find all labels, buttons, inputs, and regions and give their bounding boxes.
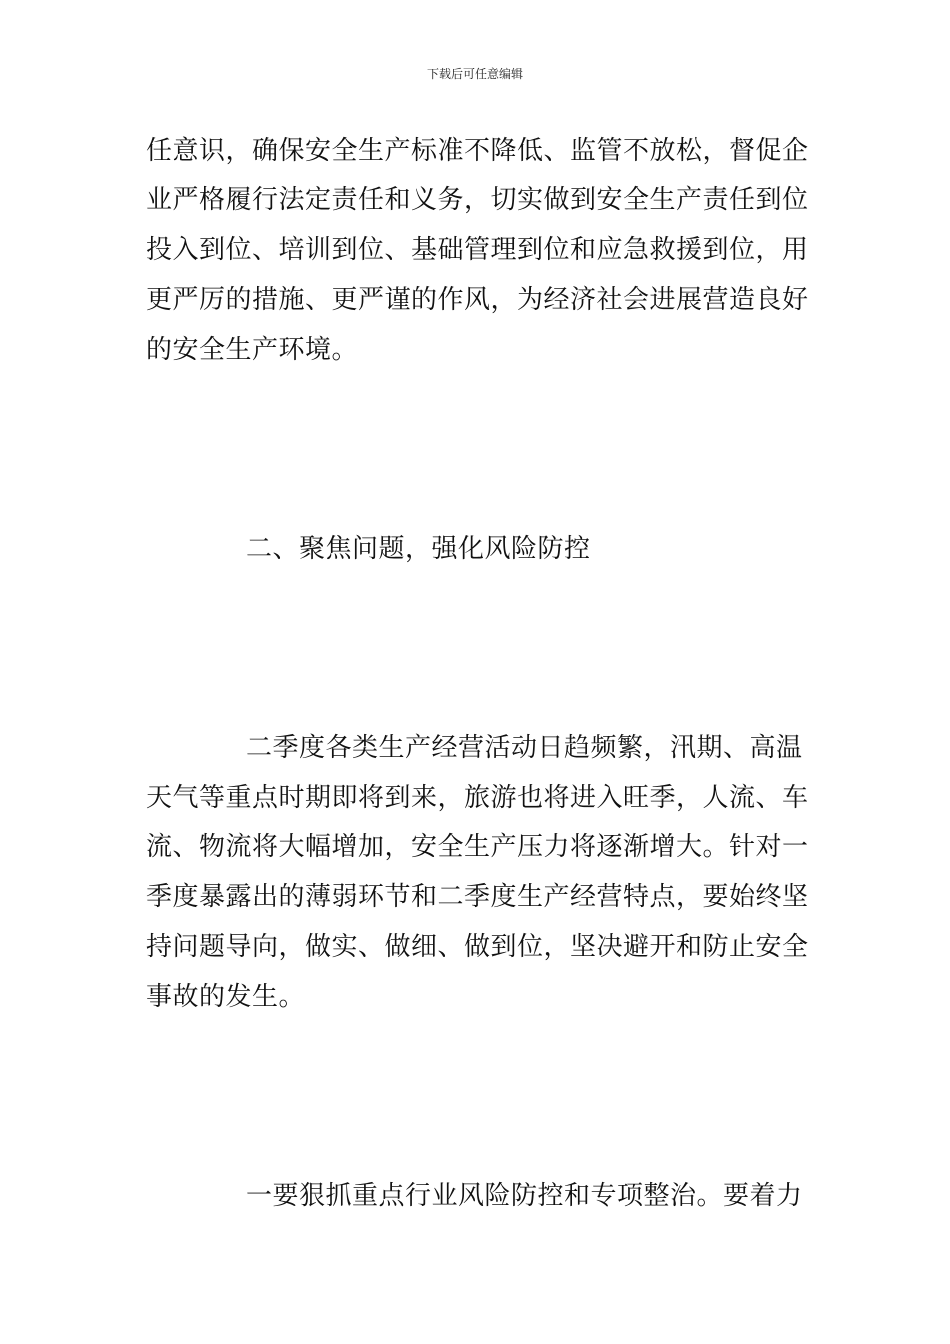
paragraph-line: 持问题导向，做实、做细、做到位，坚决避开和防止安全 [146, 932, 809, 962]
paragraph-line: 季度暴露出的薄弱环节和二季度生产经营特点，要始终坚 [146, 882, 809, 912]
paragraph-line: 天气等重点时期即将到来，旅游也将进入旺季，人流、车 [146, 783, 809, 813]
paragraph-line: 投入到位、培训到位、基础管理到位和应急救援到位，用 [146, 235, 809, 265]
paragraph-line: 任意识，确保安全生产标准不降低、监管不放松，督促企 [146, 136, 809, 166]
paragraph-line: 一要狠抓重点行业风险防控和专项整治。要着力 [246, 1181, 803, 1211]
paragraph-line: 流、物流将大幅增加，安全生产压力将逐渐增大。针对一 [146, 832, 809, 862]
section-heading: 二、聚焦问题，强化风险防控 [246, 534, 591, 564]
paragraph-line: 的安全生产环境。 [146, 335, 359, 365]
paragraph-line: 事故的发生。 [146, 982, 306, 1012]
header-note: 下载后可任意编辑 [426, 67, 523, 81]
paragraph-line: 二季度各类生产经营活动日趋频繁，汛期、高温 [246, 733, 803, 763]
paragraph-line: 业严格履行法定责任和义务，切实做到安全生产责任到位 [146, 185, 809, 215]
paragraph-line: 更严厉的措施、更严谨的作风，为经济社会进展营造良好 [146, 285, 809, 315]
